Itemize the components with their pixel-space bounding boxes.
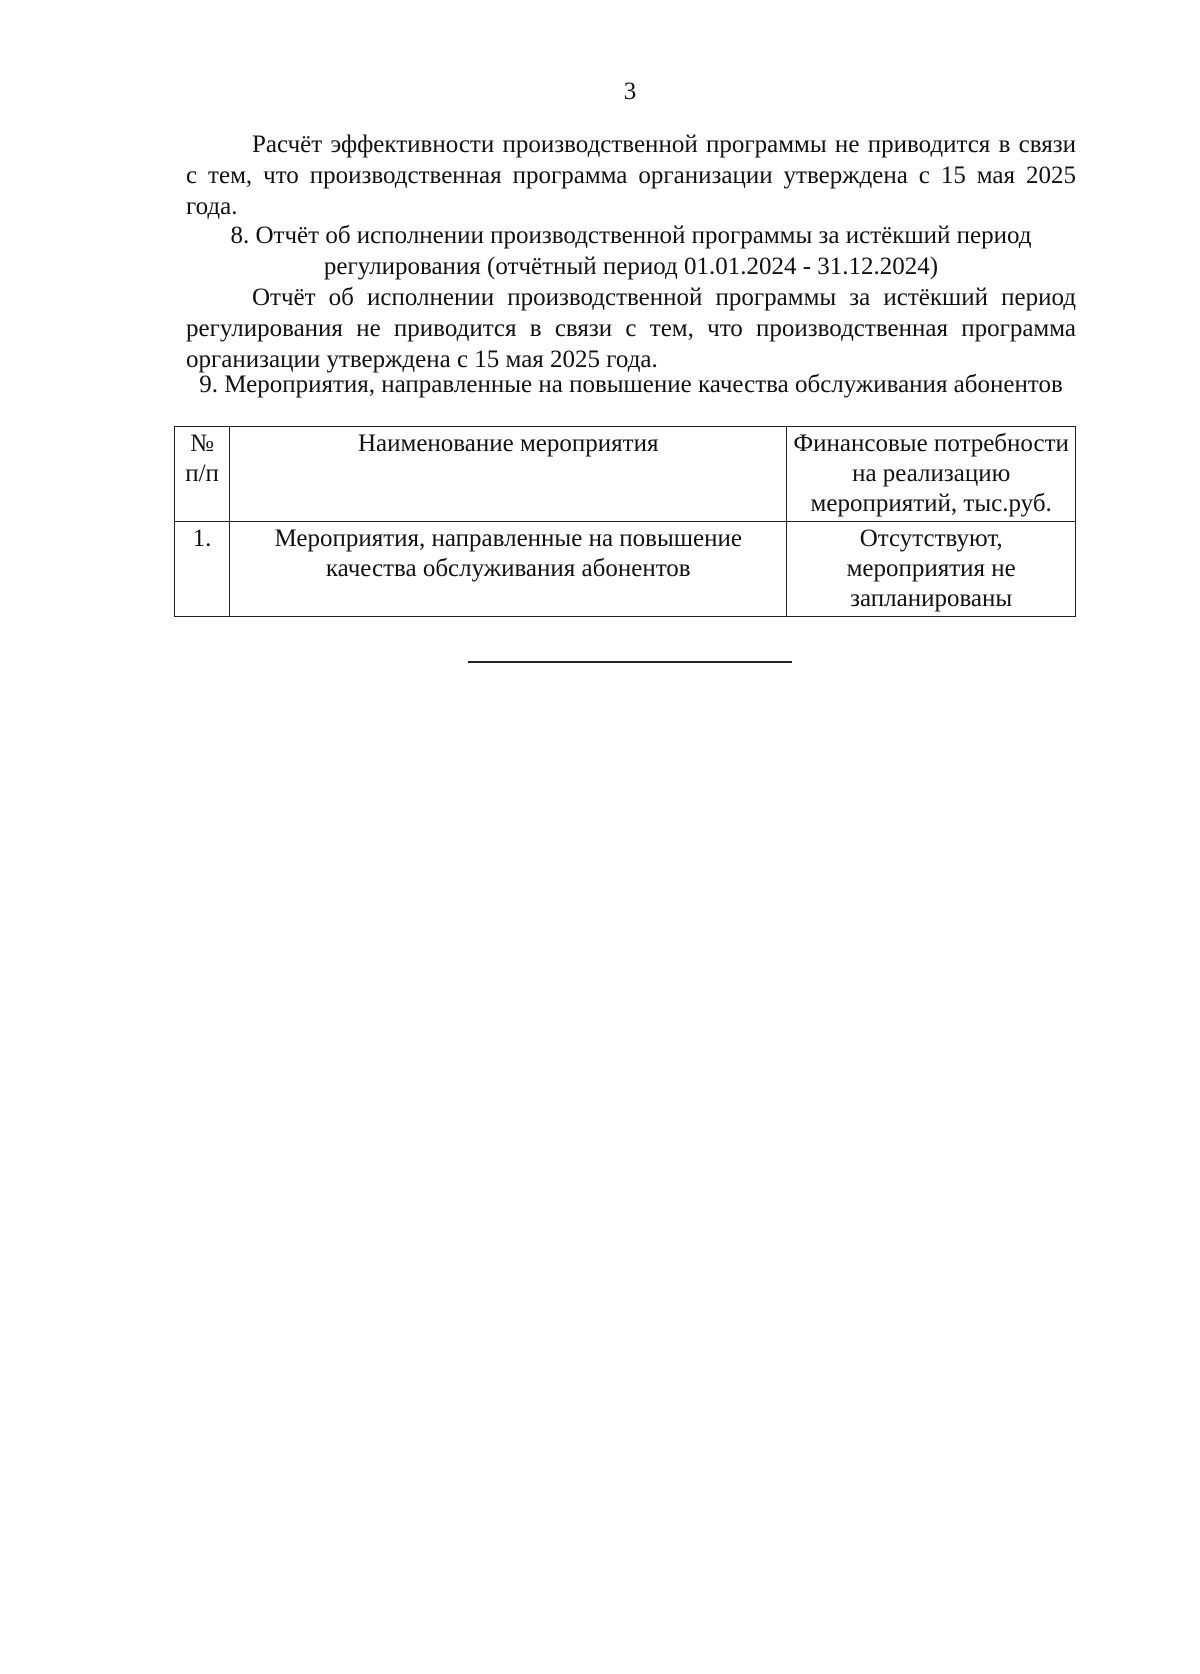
row-name: Мероприятия, направленные на повышение качества обслуживания абонентов — [230, 522, 787, 617]
section-8-heading: 8. Отчёт об исполнении производственной программы за истёкший период регулирования (отчётный период 01.01.2024 - 31.12.2024) — [230, 222, 1032, 280]
report-paragraph-text: Отчёт об исполнении производственной программы за истёкший период регулирования не приводится в связи с тем, что производственная программа организации утверждена с 15 мая 2025 года. — [186, 284, 1076, 373]
row-number: 1. — [175, 522, 230, 617]
header-number: № п/п — [175, 427, 230, 522]
table-header-row — [175, 427, 1076, 522]
efficiency-paragraph-text: Расчёт эффективности производственной программы не приводится в связи с тем, что производственная программа организации утверждена с 15 мая 2025 года. — [186, 131, 1076, 220]
measures-table — [174, 426, 1076, 617]
section-9-heading: 9. Мероприятия, направленные на повышение качества обслуживания абонентов — [199, 371, 1063, 398]
table-row — [175, 522, 1076, 617]
header-name: Наименование мероприятия — [230, 427, 787, 522]
end-of-document-rule — [468, 661, 792, 663]
efficiency-paragraph — [186, 129, 1076, 222]
page-number: 3 — [623, 78, 637, 105]
header-finance: Финансовые потребности на реализацию мероприятий, тыс.руб. — [787, 427, 1076, 522]
report-paragraph — [186, 282, 1076, 375]
row-finance: Отсутствуют, мероприятия не запланированы — [787, 522, 1076, 617]
